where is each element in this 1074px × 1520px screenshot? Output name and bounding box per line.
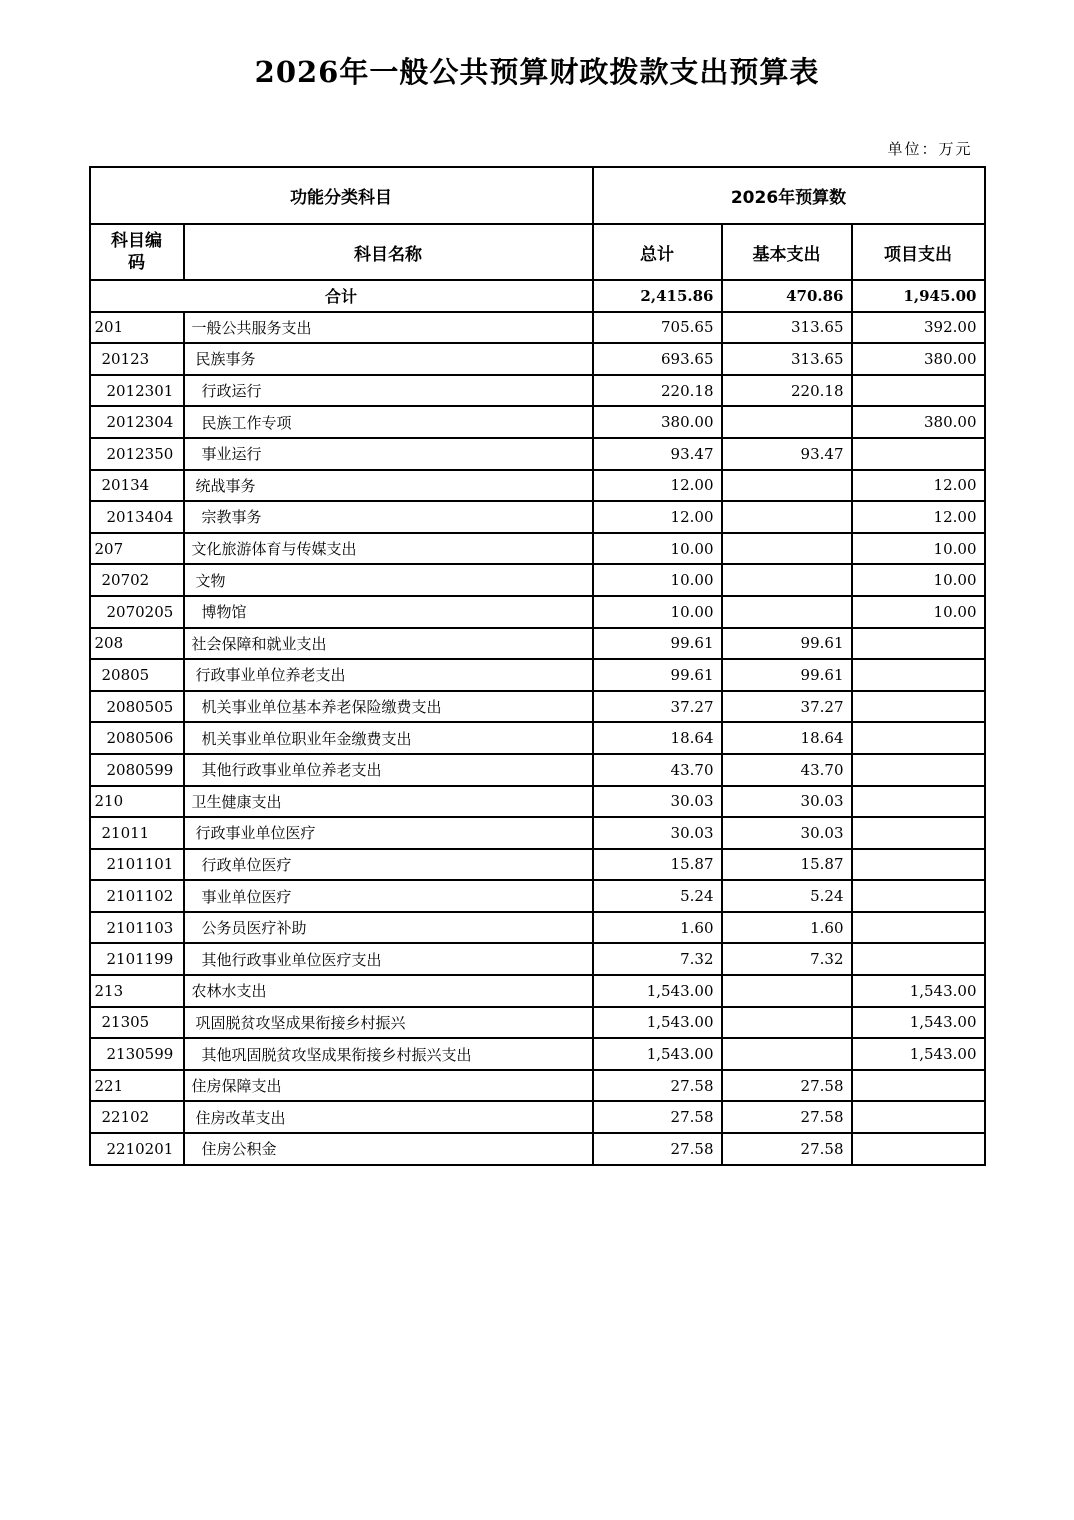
total-row bbox=[90, 280, 985, 312]
row-total: 37.27 bbox=[593, 691, 722, 723]
row-basic: 27.58 bbox=[722, 1133, 852, 1165]
row-name: 统战事务 bbox=[184, 470, 593, 502]
row-name: 行政事业单位养老支出 bbox=[184, 659, 593, 691]
row-code: 2080506 bbox=[90, 722, 184, 754]
row-total: 12.00 bbox=[593, 501, 722, 533]
row-project: 380.00 bbox=[852, 406, 985, 438]
row-project bbox=[852, 1133, 985, 1165]
table-row bbox=[90, 628, 985, 660]
table-row bbox=[90, 375, 985, 407]
row-basic: 99.61 bbox=[722, 659, 852, 691]
table-row bbox=[90, 975, 985, 1007]
row-code: 2101102 bbox=[90, 880, 184, 912]
row-total: 1,543.00 bbox=[593, 1038, 722, 1070]
row-project: 392.00 bbox=[852, 312, 985, 344]
row-code: 20702 bbox=[90, 564, 184, 596]
table-row bbox=[90, 438, 985, 470]
row-project: 1,543.00 bbox=[852, 1007, 985, 1039]
row-name: 机关事业单位基本养老保险缴费支出 bbox=[184, 691, 593, 723]
row-basic: 313.65 bbox=[722, 312, 852, 344]
row-project bbox=[852, 817, 985, 849]
row-basic bbox=[722, 1007, 852, 1039]
row-project: 12.00 bbox=[852, 470, 985, 502]
row-name: 住房保障支出 bbox=[184, 1070, 593, 1102]
row-total: 1.60 bbox=[593, 912, 722, 944]
table-row bbox=[90, 849, 985, 881]
row-code: 22102 bbox=[90, 1101, 184, 1133]
header-col-code-label: 科目编码 bbox=[111, 231, 162, 273]
table-row bbox=[90, 1101, 985, 1133]
row-total: 7.32 bbox=[593, 943, 722, 975]
row-code: 2080599 bbox=[90, 754, 184, 786]
row-basic: 37.27 bbox=[722, 691, 852, 723]
row-project bbox=[852, 880, 985, 912]
row-code: 2101103 bbox=[90, 912, 184, 944]
row-basic: 30.03 bbox=[722, 817, 852, 849]
row-basic: 5.24 bbox=[722, 880, 852, 912]
row-code: 20134 bbox=[90, 470, 184, 502]
header-col-basic: 基本支出 bbox=[722, 224, 852, 280]
header-col-project: 项目支出 bbox=[852, 224, 985, 280]
row-total: 30.03 bbox=[593, 786, 722, 818]
row-total: 10.00 bbox=[593, 564, 722, 596]
row-basic bbox=[722, 470, 852, 502]
row-total: 27.58 bbox=[593, 1070, 722, 1102]
row-total: 380.00 bbox=[593, 406, 722, 438]
row-basic: 27.58 bbox=[722, 1101, 852, 1133]
table-row bbox=[90, 817, 985, 849]
row-code: 221 bbox=[90, 1070, 184, 1102]
table-row bbox=[90, 1133, 985, 1165]
row-code: 2013404 bbox=[90, 501, 184, 533]
row-code: 2012304 bbox=[90, 406, 184, 438]
row-code: 21011 bbox=[90, 817, 184, 849]
row-total: 27.58 bbox=[593, 1101, 722, 1133]
row-total: 10.00 bbox=[593, 596, 722, 628]
header-col-code bbox=[90, 224, 184, 280]
page-title: 2026年一般公共预算财政拨款支出预算表 bbox=[254, 55, 820, 89]
row-total: 18.64 bbox=[593, 722, 722, 754]
table-row bbox=[90, 312, 985, 344]
table-body bbox=[90, 280, 985, 1165]
row-total: 43.70 bbox=[593, 754, 722, 786]
row-project: 10.00 bbox=[852, 533, 985, 565]
row-basic bbox=[722, 406, 852, 438]
row-project bbox=[852, 786, 985, 818]
row-name: 公务员医疗补助 bbox=[184, 912, 593, 944]
row-name: 农林水支出 bbox=[184, 975, 593, 1007]
row-basic: 30.03 bbox=[722, 786, 852, 818]
row-code: 207 bbox=[90, 533, 184, 565]
row-total: 99.61 bbox=[593, 628, 722, 660]
total-row-project: 1,945.00 bbox=[852, 280, 985, 312]
row-project: 10.00 bbox=[852, 596, 985, 628]
row-name: 宗教事务 bbox=[184, 501, 593, 533]
row-name: 其他巩固脱贫攻坚成果衔接乡村振兴支出 bbox=[184, 1038, 593, 1070]
table-row bbox=[90, 722, 985, 754]
row-project bbox=[852, 659, 985, 691]
row-name: 文物 bbox=[184, 564, 593, 596]
row-code: 2070205 bbox=[90, 596, 184, 628]
row-basic: 18.64 bbox=[722, 722, 852, 754]
row-name: 事业运行 bbox=[184, 438, 593, 470]
table-row bbox=[90, 343, 985, 375]
row-project bbox=[852, 375, 985, 407]
row-code: 20123 bbox=[90, 343, 184, 375]
table-row bbox=[90, 564, 985, 596]
row-basic: 27.58 bbox=[722, 1070, 852, 1102]
row-basic bbox=[722, 564, 852, 596]
row-project: 1,543.00 bbox=[852, 975, 985, 1007]
row-code: 210 bbox=[90, 786, 184, 818]
table-row bbox=[90, 406, 985, 438]
row-project bbox=[852, 722, 985, 754]
row-total: 5.24 bbox=[593, 880, 722, 912]
row-total: 93.47 bbox=[593, 438, 722, 470]
total-row-total: 2,415.86 bbox=[593, 280, 722, 312]
row-code: 2080505 bbox=[90, 691, 184, 723]
table-row bbox=[90, 912, 985, 944]
row-total: 99.61 bbox=[593, 659, 722, 691]
table-header bbox=[90, 167, 985, 280]
row-project bbox=[852, 912, 985, 944]
header-col-total: 总计 bbox=[593, 224, 722, 280]
row-code: 20805 bbox=[90, 659, 184, 691]
row-basic: 7.32 bbox=[722, 943, 852, 975]
total-row-label: 合计 bbox=[90, 280, 593, 312]
total-row-basic: 470.86 bbox=[722, 280, 852, 312]
row-name: 其他行政事业单位养老支出 bbox=[184, 754, 593, 786]
row-total: 1,543.00 bbox=[593, 1007, 722, 1039]
row-total: 12.00 bbox=[593, 470, 722, 502]
row-code: 2101101 bbox=[90, 849, 184, 881]
row-code: 21305 bbox=[90, 1007, 184, 1039]
row-basic: 220.18 bbox=[722, 375, 852, 407]
budget-table bbox=[89, 166, 986, 1166]
row-total: 693.65 bbox=[593, 343, 722, 375]
table-row bbox=[90, 533, 985, 565]
table-row bbox=[90, 1038, 985, 1070]
header-group-row bbox=[90, 167, 985, 224]
table-row bbox=[90, 1007, 985, 1039]
row-total: 1,543.00 bbox=[593, 975, 722, 1007]
row-name: 民族事务 bbox=[184, 343, 593, 375]
table-row bbox=[90, 596, 985, 628]
row-code: 2210201 bbox=[90, 1133, 184, 1165]
table-row bbox=[90, 754, 985, 786]
table-row bbox=[90, 501, 985, 533]
header-columns-row bbox=[90, 224, 985, 280]
table-row bbox=[90, 1070, 985, 1102]
row-basic bbox=[722, 596, 852, 628]
row-total: 220.18 bbox=[593, 375, 722, 407]
row-name: 卫生健康支出 bbox=[184, 786, 593, 818]
row-total: 30.03 bbox=[593, 817, 722, 849]
row-basic: 99.61 bbox=[722, 628, 852, 660]
row-name: 行政运行 bbox=[184, 375, 593, 407]
table-row bbox=[90, 786, 985, 818]
table-row bbox=[90, 691, 985, 723]
row-project: 12.00 bbox=[852, 501, 985, 533]
row-project: 10.00 bbox=[852, 564, 985, 596]
row-code: 2101199 bbox=[90, 943, 184, 975]
row-name: 博物馆 bbox=[184, 596, 593, 628]
row-basic bbox=[722, 975, 852, 1007]
header-budget-group: 2026年预算数 bbox=[593, 167, 985, 224]
row-name: 民族工作专项 bbox=[184, 406, 593, 438]
row-project bbox=[852, 628, 985, 660]
row-code: 213 bbox=[90, 975, 184, 1007]
row-code: 2130599 bbox=[90, 1038, 184, 1070]
header-col-name: 科目名称 bbox=[184, 224, 593, 280]
row-total: 705.65 bbox=[593, 312, 722, 344]
unit-note: 单位：万元 bbox=[887, 140, 973, 158]
row-name: 社会保障和就业支出 bbox=[184, 628, 593, 660]
row-basic: 15.87 bbox=[722, 849, 852, 881]
row-basic bbox=[722, 501, 852, 533]
header-function-group: 功能分类科目 bbox=[90, 167, 593, 224]
row-project: 1,543.00 bbox=[852, 1038, 985, 1070]
row-name: 住房改革支出 bbox=[184, 1101, 593, 1133]
row-total: 15.87 bbox=[593, 849, 722, 881]
row-total: 27.58 bbox=[593, 1133, 722, 1165]
row-name: 巩固脱贫攻坚成果衔接乡村振兴 bbox=[184, 1007, 593, 1039]
row-project bbox=[852, 943, 985, 975]
row-code: 201 bbox=[90, 312, 184, 344]
row-code: 2012350 bbox=[90, 438, 184, 470]
row-project bbox=[852, 438, 985, 470]
row-name: 行政单位医疗 bbox=[184, 849, 593, 881]
row-project bbox=[852, 849, 985, 881]
row-basic: 43.70 bbox=[722, 754, 852, 786]
table-row bbox=[90, 880, 985, 912]
row-basic: 1.60 bbox=[722, 912, 852, 944]
table-row bbox=[90, 659, 985, 691]
row-name: 住房公积金 bbox=[184, 1133, 593, 1165]
row-name: 事业单位医疗 bbox=[184, 880, 593, 912]
row-project bbox=[852, 1101, 985, 1133]
table-row bbox=[90, 470, 985, 502]
row-basic: 313.65 bbox=[722, 343, 852, 375]
row-project bbox=[852, 754, 985, 786]
row-name: 文化旅游体育与传媒支出 bbox=[184, 533, 593, 565]
row-name: 行政事业单位医疗 bbox=[184, 817, 593, 849]
row-basic bbox=[722, 1038, 852, 1070]
row-project: 380.00 bbox=[852, 343, 985, 375]
row-basic bbox=[722, 533, 852, 565]
row-total: 10.00 bbox=[593, 533, 722, 565]
row-code: 2012301 bbox=[90, 375, 184, 407]
row-name: 机关事业单位职业年金缴费支出 bbox=[184, 722, 593, 754]
row-name: 一般公共服务支出 bbox=[184, 312, 593, 344]
table-row bbox=[90, 943, 985, 975]
row-basic: 93.47 bbox=[722, 438, 852, 470]
row-name: 其他行政事业单位医疗支出 bbox=[184, 943, 593, 975]
row-project bbox=[852, 691, 985, 723]
row-project bbox=[852, 1070, 985, 1102]
row-code: 208 bbox=[90, 628, 184, 660]
